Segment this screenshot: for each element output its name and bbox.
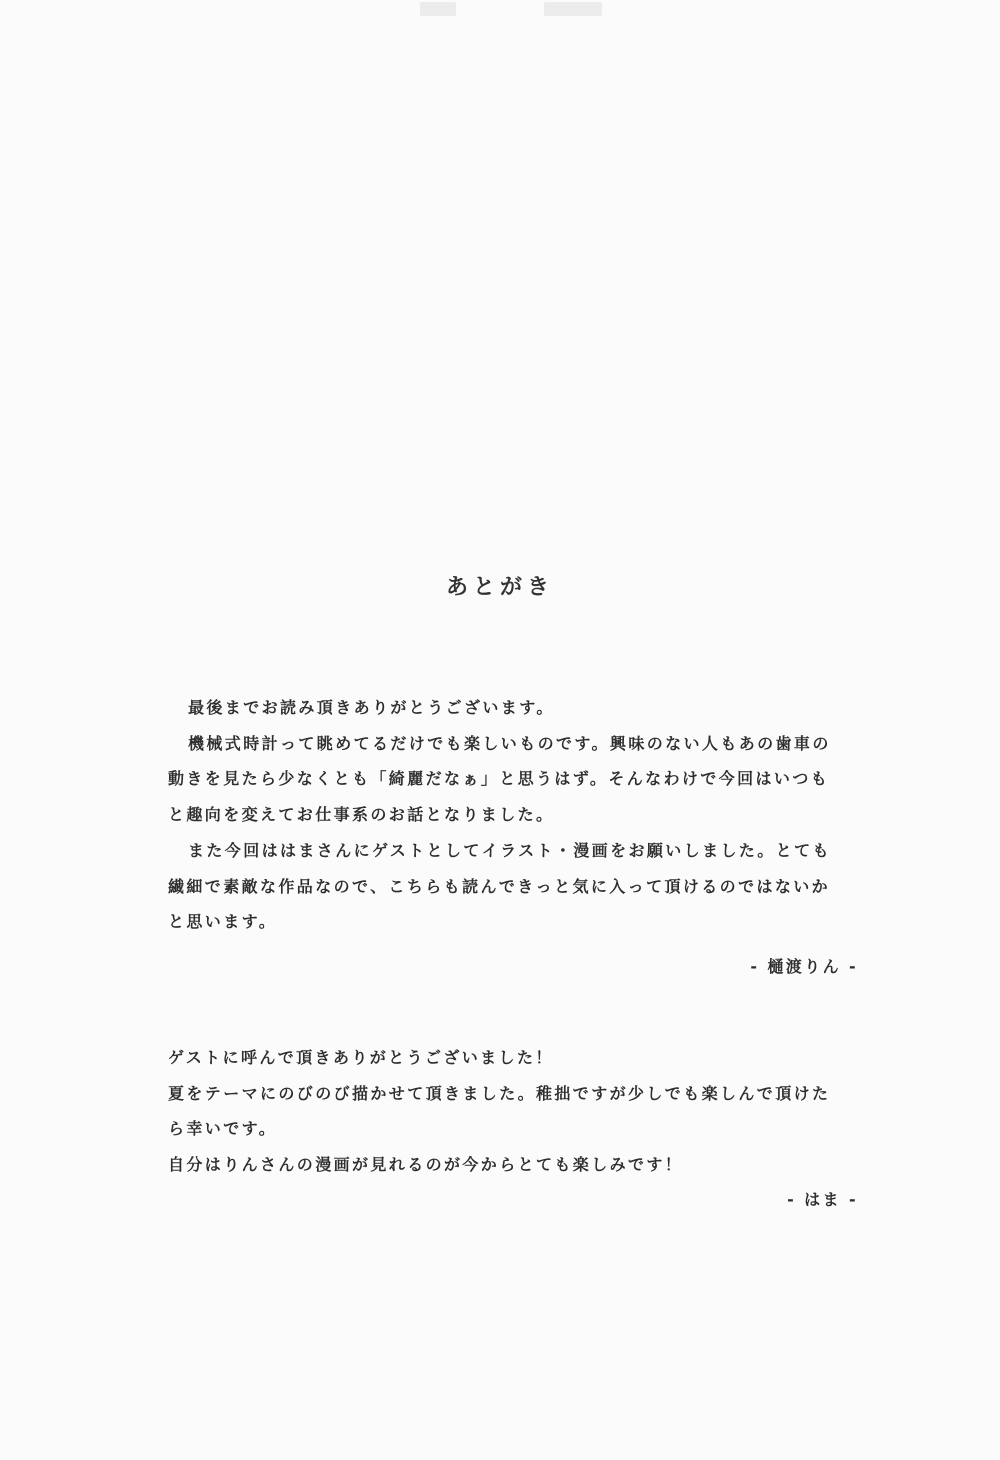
bleed-through-marks bbox=[410, 0, 610, 22]
text-line: 最後までお読み頂きありがとうございます。 bbox=[188, 698, 555, 717]
text-line: 動きを見たら少なくとも「綺麗だなぁ」と思うはず。そんなわけで今回はいつも bbox=[168, 769, 830, 789]
faint-mark bbox=[544, 2, 602, 16]
author-signature: - 樋渡りん - bbox=[750, 957, 858, 976]
text-line: と趣向を変えてお仕事系のお話となりました。 bbox=[168, 805, 555, 825]
text-line: 機械式時計って眺めてるだけでも楽しいものです。興味のない人もあの歯車の bbox=[188, 733, 831, 753]
text-line: 繊細で素敵な作品なので、こちらも読んできっと気に入って頂けるのではないか bbox=[168, 876, 831, 896]
text-line: ら幸いです。 bbox=[168, 1119, 278, 1139]
text-line: と思います。 bbox=[168, 912, 278, 932]
text-line: 夏をテーマにのびのび描かせて頂きました。稚拙ですが少しでも楽しんで頂けた bbox=[168, 1083, 831, 1103]
guest-signature: - はま - bbox=[787, 1190, 858, 1209]
guest-afterword bbox=[168, 1040, 858, 1183]
faint-mark bbox=[420, 2, 456, 16]
page-title: あとがき bbox=[445, 575, 554, 600]
author-afterword bbox=[168, 690, 858, 940]
text-line: また今回ははまさんにゲストとしてイラスト・漫画をお願いしました。とても bbox=[188, 840, 831, 860]
text-line: ゲストに呼んで頂きありがとうございました！ bbox=[168, 1048, 554, 1067]
text-line: 自分はりんさんの漫画が見れるのが今からとても楽しみです！ bbox=[168, 1155, 684, 1175]
